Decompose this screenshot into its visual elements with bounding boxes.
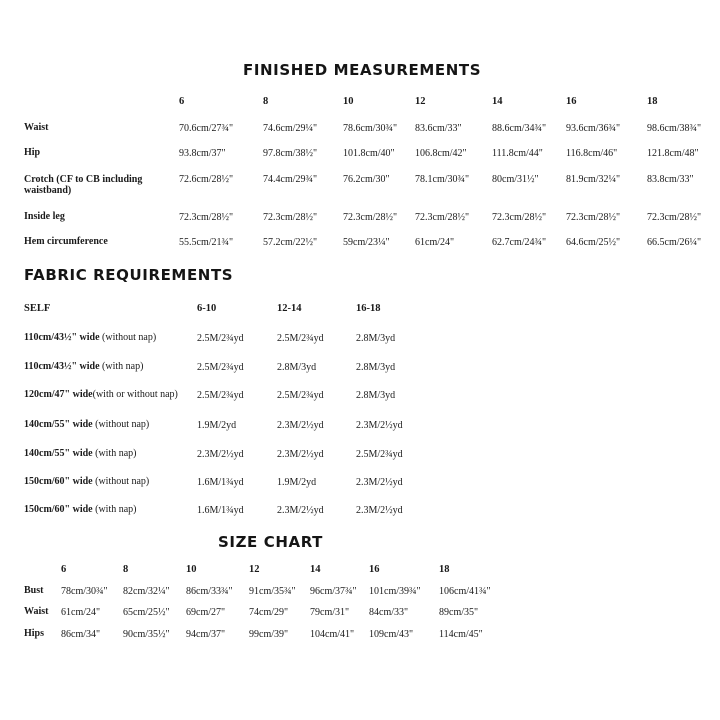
table-cell: 82cm/32¼" <box>123 586 170 597</box>
table-cell: 1.9M/2yd <box>197 420 237 431</box>
fabric-row-label <box>24 448 137 459</box>
table-cell: 76.2cm/30" <box>343 174 390 185</box>
fabric-row-label <box>24 504 137 515</box>
fabric-nap-note: (with or without nap) <box>92 389 178 400</box>
table-cell: 84cm/33" <box>369 607 409 618</box>
table-cell: 111.8cm/44" <box>492 148 543 159</box>
table-cell: 78.1cm/30¾" <box>415 174 470 185</box>
table-cell: 83.6cm/33" <box>415 123 462 134</box>
table-cell: 69cm/27" <box>186 607 226 618</box>
table-cell: 2.3M/2½yd <box>277 420 324 431</box>
table-cell: 2.3M/2½yd <box>356 420 403 431</box>
fabric-range-header: 16-18 <box>356 303 381 314</box>
size-header-18: 18 <box>439 564 450 575</box>
table-cell: 72.3cm/28½" <box>647 212 702 223</box>
table-cell: 86cm/33¾" <box>186 586 233 597</box>
table-cell: 2.8M/3yd <box>356 362 396 373</box>
fabric-width: 120cm/47" wide <box>24 389 93 400</box>
fabric-range-header: 12-14 <box>277 303 302 314</box>
table-cell: 72.3cm/28½" <box>415 212 470 223</box>
size-header-18: 18 <box>647 96 658 107</box>
table-cell: 116.8cm/46" <box>566 148 618 159</box>
table-cell: 66.5cm/26¼" <box>647 237 702 248</box>
table-cell: 114cm/45" <box>439 629 483 640</box>
table-cell: 65cm/25½" <box>123 607 170 618</box>
row-label-crotch: Crotch (CF to CB including <box>24 174 143 185</box>
fabric-width: 110cm/43½" wide <box>24 361 100 372</box>
fabric-width: 150cm/60" wide <box>24 504 93 515</box>
row-label-inside-leg: Inside leg <box>24 211 65 222</box>
table-cell: 74cm/29" <box>249 607 289 618</box>
table-cell: 101.8cm/40" <box>343 148 395 159</box>
table-cell: 81.9cm/32¼" <box>566 174 621 185</box>
table-cell: 57.2cm/22½" <box>263 237 318 248</box>
table-cell: 62.7cm/24¾" <box>492 237 547 248</box>
table-cell: 97.8cm/38½" <box>263 148 318 159</box>
fabric-nap-note: (with nap) <box>95 448 137 459</box>
table-cell: 109cm/43" <box>369 629 414 640</box>
table-cell: 93.8cm/37" <box>179 148 226 159</box>
fabric-nap-note: (with nap) <box>95 504 137 515</box>
table-cell: 88.6cm/34¾" <box>492 123 547 134</box>
size-header-10: 10 <box>343 96 354 107</box>
fabric-row-label <box>24 361 143 372</box>
size-header-14: 14 <box>310 564 321 575</box>
row-label-hip: Hip <box>24 147 41 158</box>
table-cell: 80cm/31½" <box>492 174 539 185</box>
fabric-corner-label: SELF <box>24 303 51 314</box>
size-chart-title: SIZE CHART <box>218 533 324 551</box>
fabric-row-label <box>24 332 156 343</box>
table-cell: 121.8cm/48" <box>647 148 699 159</box>
table-cell: 93.6cm/36¾" <box>566 123 621 134</box>
size-header-14: 14 <box>492 96 503 107</box>
table-cell: 106.8cm/42" <box>415 148 467 159</box>
size-header-8: 8 <box>263 96 269 107</box>
table-cell: 72.3cm/28½" <box>492 212 547 223</box>
table-cell: 2.5M/2¾yd <box>277 333 324 344</box>
table-cell: 2.3M/2½yd <box>356 505 403 516</box>
table-cell: 106cm/41¾" <box>439 586 491 597</box>
row-label-waist: Waist <box>24 122 49 133</box>
table-cell: 99cm/39" <box>249 629 289 640</box>
size-header-10: 10 <box>186 564 197 575</box>
row-label-bust: Bust <box>24 585 44 596</box>
table-cell: 72.3cm/28½" <box>343 212 398 223</box>
table-cell: 1.6M/1¾yd <box>197 505 244 516</box>
fabric-width: 140cm/55" wide <box>24 448 93 459</box>
table-cell: 74.4cm/29¾" <box>263 174 318 185</box>
fabric-row-label <box>24 389 178 400</box>
size-header-12: 12 <box>249 564 260 575</box>
table-cell: 72.3cm/28½" <box>263 212 318 223</box>
table-cell: 83.8cm/33" <box>647 174 694 185</box>
table-cell: 104cm/41" <box>310 629 355 640</box>
fabric-width: 150cm/60" wide <box>24 476 93 487</box>
table-cell: 2.5M/2¾yd <box>197 362 244 373</box>
size-header-16: 16 <box>369 564 380 575</box>
fabric-nap-note: (with nap) <box>102 361 144 372</box>
table-cell: 90cm/35½" <box>123 629 170 640</box>
table-cell: 2.8M/3yd <box>356 390 396 401</box>
row-label-crotch-line2: waistband) <box>24 185 72 196</box>
fabric-range-header: 6-10 <box>197 303 217 314</box>
table-cell: 55.5cm/21¾" <box>179 237 234 248</box>
table-cell: 1.9M/2yd <box>277 477 317 488</box>
table-cell: 101cm/39¾" <box>369 586 421 597</box>
table-cell: 79cm/31" <box>310 607 350 618</box>
fabric-nap-note: (without nap) <box>95 476 150 487</box>
row-label-waist: Waist <box>24 606 49 617</box>
size-header-6: 6 <box>61 564 67 575</box>
table-cell: 78cm/30¾" <box>61 586 108 597</box>
table-cell: 72.6cm/28½" <box>179 174 234 185</box>
table-cell: 70.6cm/27¾" <box>179 123 234 134</box>
table-cell: 2.5M/2¾yd <box>277 390 324 401</box>
fabric-row-label <box>24 419 149 430</box>
fabric-nap-note: (without nap) <box>95 419 150 430</box>
table-cell: 2.5M/2¾yd <box>197 390 244 401</box>
fabric-row-label <box>24 476 149 487</box>
table-cell: 2.8M/3yd <box>356 333 396 344</box>
table-cell: 61cm/24" <box>415 237 455 248</box>
fabric-requirements-title: FABRIC REQUIREMENTS <box>24 266 234 284</box>
table-cell: 86cm/34" <box>61 629 101 640</box>
fabric-nap-note: (without nap) <box>102 332 157 343</box>
size-header-6: 6 <box>179 96 185 107</box>
table-cell: 2.5M/2¾yd <box>197 333 244 344</box>
row-label-hem-circumference: Hem circumference <box>24 236 108 247</box>
finished-measurements-title: FINISHED MEASUREMENTS <box>243 61 482 79</box>
size-header-8: 8 <box>123 564 129 575</box>
row-label-hips: Hips <box>24 628 45 639</box>
table-cell: 2.5M/2¾yd <box>356 449 403 460</box>
table-cell: 94cm/37" <box>186 629 226 640</box>
table-cell: 89cm/35" <box>439 607 479 618</box>
table-cell: 1.6M/1¾yd <box>197 477 244 488</box>
table-cell: 98.6cm/38¾" <box>647 123 702 134</box>
table-cell: 2.8M/3yd <box>277 362 317 373</box>
table-cell: 2.3M/2½yd <box>277 505 324 516</box>
table-cell: 96cm/37¾" <box>310 586 357 597</box>
table-cell: 72.3cm/28½" <box>566 212 621 223</box>
size-header-16: 16 <box>566 96 577 107</box>
fabric-width: 140cm/55" wide <box>24 419 93 430</box>
table-cell: 72.3cm/28½" <box>179 212 234 223</box>
table-cell: 74.6cm/29¼" <box>263 123 318 134</box>
table-cell: 91cm/35¾" <box>249 586 296 597</box>
table-cell: 2.3M/2½yd <box>277 449 324 460</box>
table-cell: 61cm/24" <box>61 607 101 618</box>
table-cell: 78.6cm/30¾" <box>343 123 398 134</box>
size-header-12: 12 <box>415 96 426 107</box>
table-cell: 64.6cm/25½" <box>566 237 621 248</box>
fabric-width: 110cm/43½" wide <box>24 332 100 343</box>
table-cell: 59cm/23¼" <box>343 237 390 248</box>
table-cell: 2.3M/2½yd <box>197 449 244 460</box>
table-cell: 2.3M/2½yd <box>356 477 403 488</box>
